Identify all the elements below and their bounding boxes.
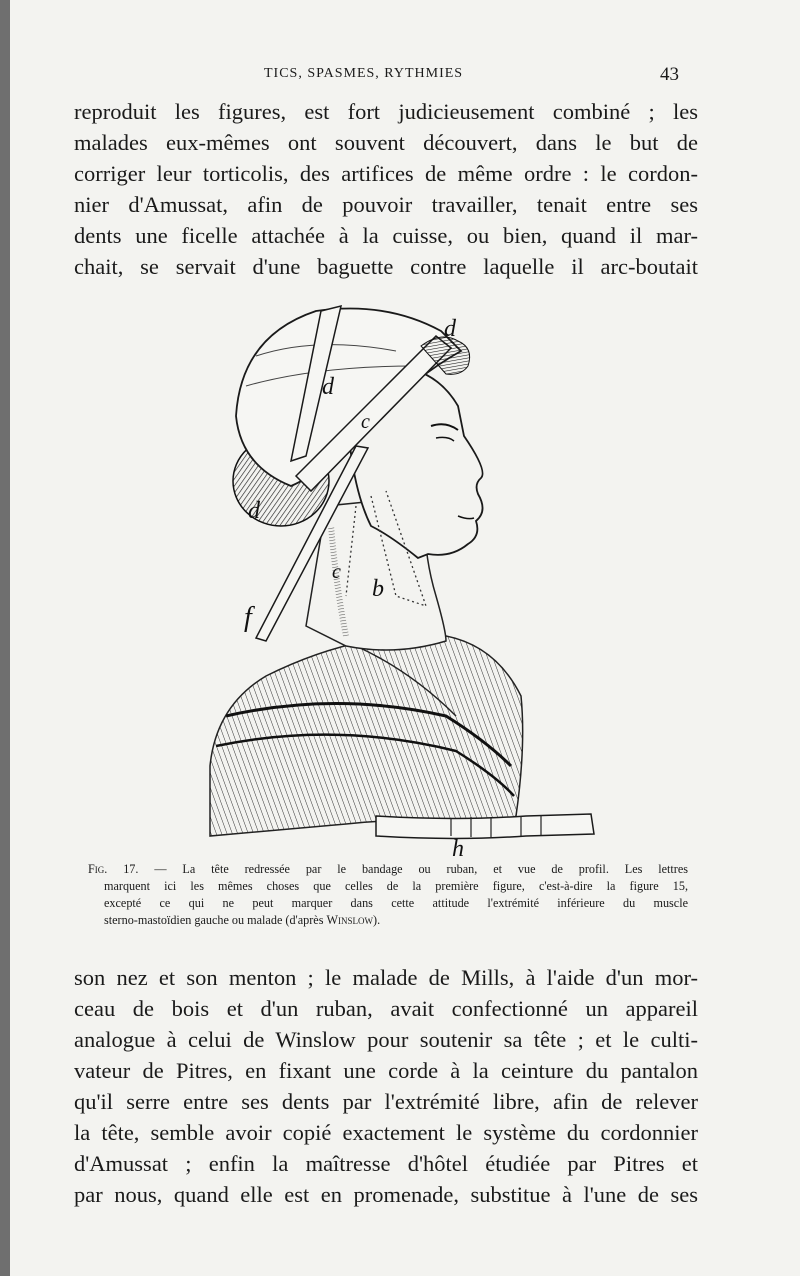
text-line: chait, se servait d'une baguette contre laquelle il arc-boutait [74,254,698,279]
figure-label: Fig. 17. [88,862,139,876]
text-line: vateur de Pitres, en fixant une corde à la ceinture du pantalon [74,1058,698,1083]
label-d-top: d [444,316,456,342]
ribbon-h [376,814,594,839]
text-line: analogue à celui de Winslow pour soutenir sa tête ; et le culti- [74,1027,698,1052]
label-f: f [244,602,252,633]
text-line: corriger leur torticolis, des artifices de même ordre : le cordon- [74,161,698,186]
running-head [10,64,800,88]
paragraph-top [74,96,698,282]
caption-author: Winslow [326,913,374,927]
text-line: dents une ficelle attachée à la cuisse, ou bien, quand il mar- [74,223,698,248]
text-line: malades eux-mêmes ont souvent découvert, dans le but de [74,130,698,155]
label-b: b [372,576,384,602]
text-line: la tête, semble avoir copié exactement le système du cordonnier [74,1120,698,1145]
label-d-lower: d [322,374,334,400]
caption-line: marquent ici les mêmes choses que celles de la première figure, c'est-à-dire la figure 15, [104,879,688,893]
text-line: ceau de bois et d'un ruban, avait confectionné un appareil [74,996,698,1021]
label-d-left: d [248,498,260,524]
text-line: nier d'Amussat, afin de pouvoir travailler, tenait entre ses [74,192,698,217]
text-line: son nez et son menton ; le malade de Mills, à l'aide d'un mor- [74,965,698,990]
paragraph-bottom [74,962,698,1210]
text-line: par nous, quand elle est en promenade, substitue à l'une de ses [74,1182,698,1207]
text-line: d'Amussat ; enfin la maîtresse d'hôtel étudiée par Pitres et [74,1151,698,1176]
caption-line: excepté ce qui ne peut marquer dans cette attitude l'extrémité inférieure du muscle [104,896,688,910]
label-c-upper: c [361,411,370,433]
text-line: qu'il serre entre ses dents par l'extrémité libre, afin de relever [74,1089,698,1114]
label-c-lower: c [332,561,341,583]
label-h: h [452,836,464,858]
running-title: TICS, SPASMES, RYTHMIES [264,66,464,81]
figure-caption [88,861,688,929]
caption-line: sterno-mastoïdien gauche ou malade (d'après Winslow). [104,913,381,927]
caption-line: Fig. 17. — La tête redressée par le bandage ou ruban, et vue de profil. Les lettres [88,862,689,876]
engraving-figure-17 [196,296,606,858]
page-number: 43 [660,64,679,85]
book-page [10,0,800,1276]
text-line: reproduit les figures, est fort judicieusement combiné ; les [74,99,698,124]
